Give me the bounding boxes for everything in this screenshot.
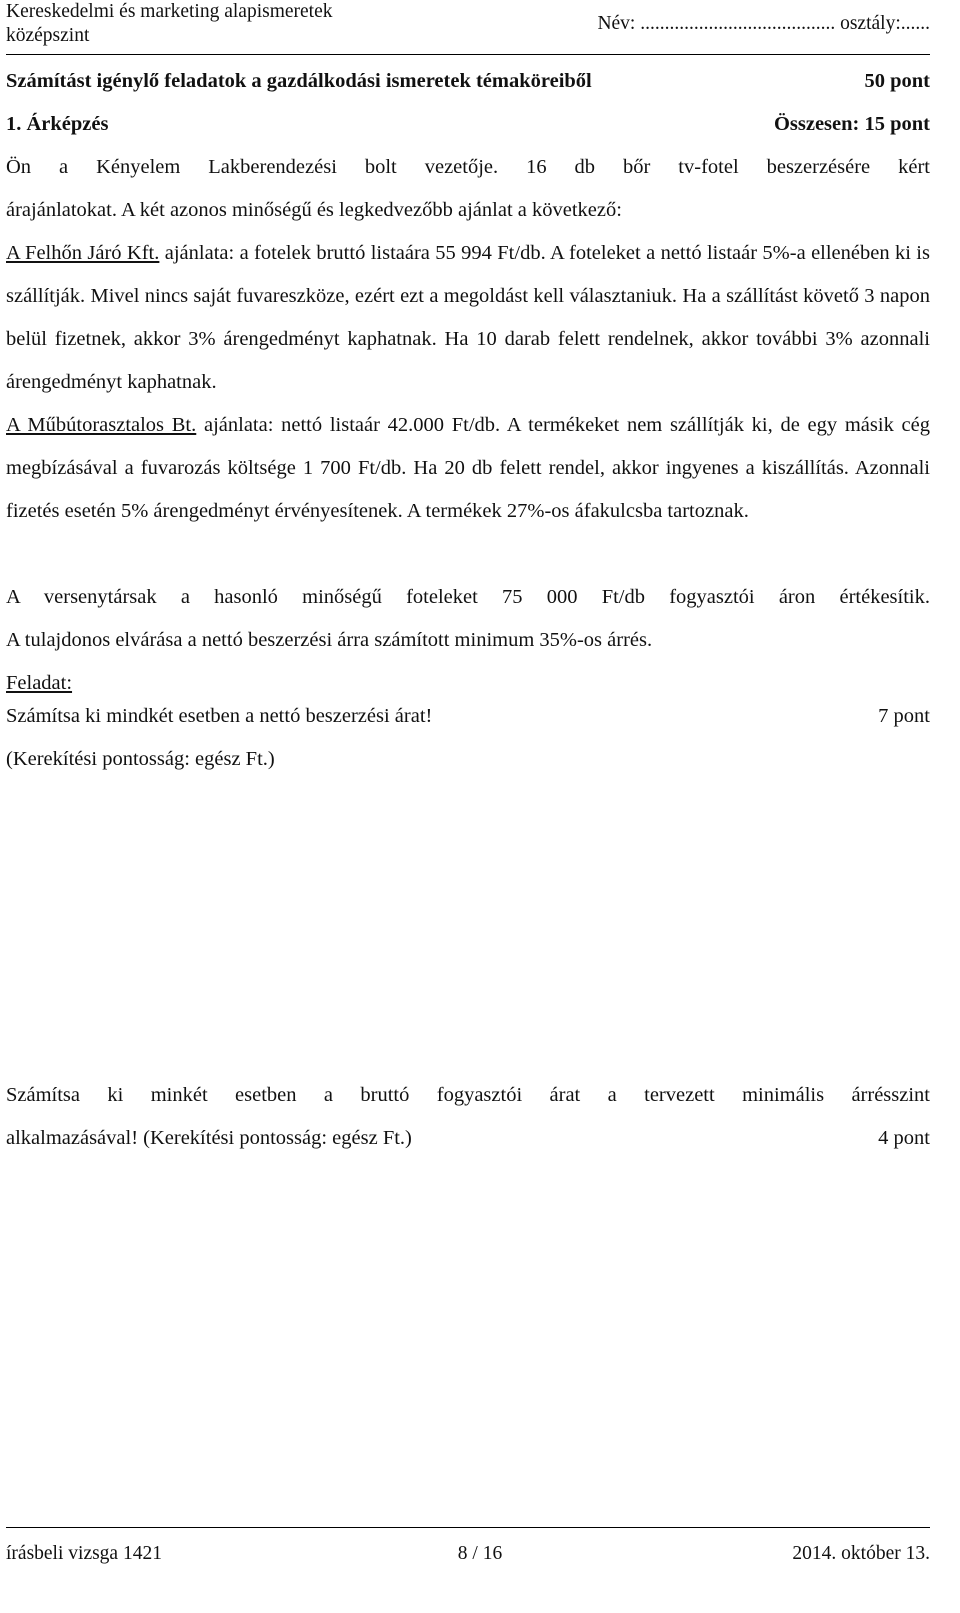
footer-exam-id: írásbeli vizsga 1421 — [6, 1543, 162, 1564]
offer2-text: ajánlata: nettó listaár 42.000 Ft/db. A termékeket nem szállítják ki, de egy másik cég megbízásával a fuvarozás költsége 1 700 Ft/db. Ha 20 db felett rendel, akkor ingyenes a kiszállítás. Azonnali fizetés esetén 5% árengedményt érvényesítenek. A termékek 27%-os áfakulcsba tartoznak. — [6, 414, 930, 522]
question2-row — [6, 1127, 930, 1150]
offer1-name: A Felhőn Járó Kft. — [6, 242, 160, 264]
section-title: Számítást igénylő feladatok a gazdálkodási ismeretek témaköreiből — [6, 70, 592, 92]
question2-line1: Számítsa ki minkét esetben a bruttó fogyasztói árat a tervezett minimális árrésszint — [6, 1084, 930, 1106]
question1-points: 7 pont — [878, 705, 930, 727]
footer-page-number: 8 / 16 — [457, 1543, 503, 1564]
question1-note: (Kerekítési pontosság: egész Ft.) — [6, 748, 275, 770]
task-label-text: Feladat: — [6, 672, 73, 694]
question2-points: 4 pont — [878, 1127, 930, 1149]
intro-line1: Ön a Kényelem Lakberendezési bolt vezetője. 16 db bőr tv-fotel beszerzésére kért — [6, 156, 930, 178]
section-points: 50 pont — [864, 70, 930, 92]
footer-divider — [6, 1527, 930, 1528]
task-heading-row — [6, 113, 930, 136]
header-subject — [6, 0, 333, 48]
competitors-line: A versenytársak a hasonló minőségű foteleket 75 000 Ft/db fogyasztói áron értékesítik. — [6, 586, 930, 608]
offer1-text: ajánlata: a fotelek bruttó listaára 55 994 Ft/db. A foteleket a nettó listaár 5%-a ellenében ki is szállítják. Mivel nincs saját fuvareszköze, ezért ezt a megoldást kell választaniuk. Ha a szállítást követő 3 napon belül fizetnek, akkor 3% árengedményt kaphatnak. Ha 10 darab felett rendelnek, akkor további 3% azonnali árengedményt kaphatnak. — [6, 242, 930, 393]
offer1-paragraph — [6, 232, 930, 404]
intro-line2: árajánlatokat. A két azonos minőségű és legkedvezőbb ajánlat a következő: — [6, 199, 622, 221]
task-total: Összesen: 15 pont — [773, 113, 930, 135]
question1-row — [6, 705, 930, 728]
question1-text: Számítsa ki mindkét esetben a nettó beszerzési árat! — [6, 705, 433, 727]
offer2-paragraph — [6, 404, 930, 533]
task-title: 1. Árképzés — [6, 113, 109, 135]
task-label — [6, 662, 930, 705]
header-name-field: Név: ........................................ osztály:...... — [597, 13, 930, 34]
question2-line2: alkalmazásával! (Kerekítési pontosság: egész Ft.) — [6, 1127, 412, 1149]
offer2-name: A Műbútorasztalos Bt. — [6, 414, 197, 436]
header-divider — [6, 54, 930, 55]
header-subject-line1: Kereskedelmi és marketing alapismeretek — [6, 1, 333, 22]
owner-line: A tulajdonos elvárása a nettó beszerzési árra számított minimum 35%-os árrés. — [6, 629, 653, 651]
header-subject-line2: középszint — [6, 25, 90, 46]
section-title-row — [6, 70, 930, 93]
footer-date: 2014. október 13. — [792, 1543, 930, 1564]
